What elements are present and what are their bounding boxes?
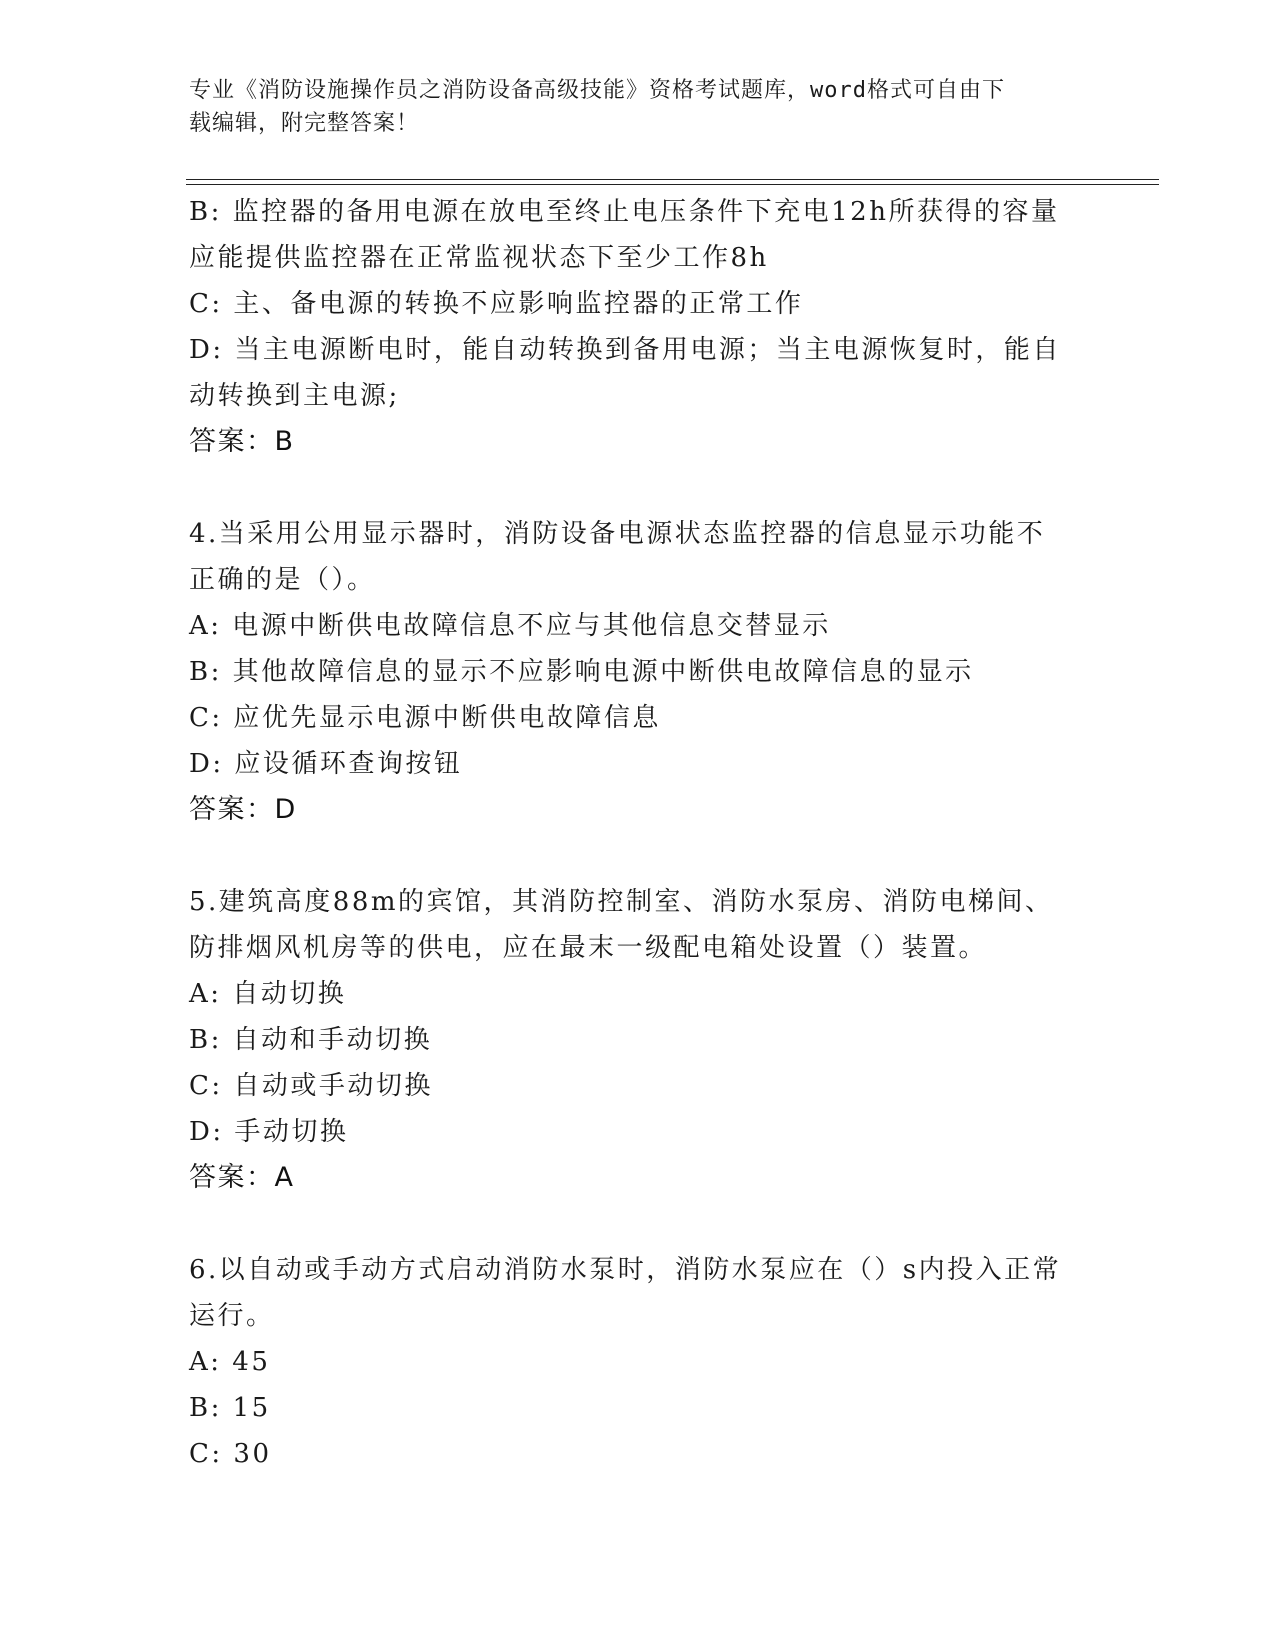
question-stem-line-1: 6.以自动或手动方式启动消防水泵时，消防水泵应在（）s内投入正常 — [189, 1255, 1062, 1285]
question-5-block — [189, 879, 1089, 1201]
option-d-line-2: 动转换到主电源; — [189, 381, 400, 411]
option-d-line-1: D: 当主电源断电时，能自动转换到备用电源；当主电源恢复时，能自 — [189, 335, 1061, 365]
option-a: A: 电源中断供电故障信息不应与其他信息交替显示 — [189, 611, 831, 641]
spacer — [189, 1201, 1089, 1247]
question-stem-line-1: 4.当采用公用显示器时，消防设备电源状态监控器的信息显示功能不 — [189, 519, 1046, 549]
answer: 答案：D — [189, 794, 297, 825]
answer: 答案：A — [189, 1162, 295, 1193]
option-a: A: 45 — [189, 1347, 271, 1377]
question-stem-line-2: 正确的是（）。 — [189, 565, 376, 595]
header-divider-bottom — [186, 184, 1159, 185]
option-d: D: 应设循环查询按钮 — [189, 749, 463, 779]
header-divider-top — [186, 179, 1159, 180]
option-c: C: 主、备电源的转换不应影响监控器的正常工作 — [189, 289, 804, 319]
question-stem-line-2: 防排烟风机房等的供电，应在最末一级配电箱处设置（）装置。 — [189, 933, 988, 963]
question-stem-line-2: 运行。 — [189, 1301, 275, 1331]
option-d: D: 手动切换 — [189, 1117, 349, 1147]
option-a: A: 自动切换 — [189, 979, 347, 1009]
header-line-2: 载编辑，附完整答案！ — [189, 111, 420, 136]
option-b: B: 自动和手动切换 — [189, 1025, 433, 1055]
option-b: B: 其他故障信息的显示不应影响电源中断供电故障信息的显示 — [189, 657, 974, 687]
option-c: C: 30 — [189, 1439, 272, 1469]
option-b-line-2: 应能提供监控器在正常监视状态下至少工作8h — [189, 243, 769, 273]
question-3-block — [189, 189, 1089, 465]
option-c: C: 自动或手动切换 — [189, 1071, 433, 1101]
question-4-block — [189, 511, 1089, 833]
answer: 答案：B — [189, 426, 295, 457]
question-6-block — [189, 1247, 1089, 1477]
question-stem-line-1: 5.建筑高度88m的宾馆，其消防控制室、消防水泵房、消防电梯间、 — [189, 887, 1054, 917]
document-header — [189, 74, 1089, 140]
option-b: B: 15 — [189, 1393, 271, 1423]
spacer — [189, 465, 1089, 511]
option-c: C: 应优先显示电源中断供电故障信息 — [189, 703, 661, 733]
document-body — [189, 189, 1089, 1477]
header-line-1: 专业《消防设施操作员之消防设备高级技能》资格考试题库，word格式可自由下 — [189, 78, 1005, 103]
option-b-line-1: B: 监控器的备用电源在放电至终止电压条件下充电12h所获得的容量 — [189, 197, 1060, 227]
spacer — [189, 833, 1089, 879]
